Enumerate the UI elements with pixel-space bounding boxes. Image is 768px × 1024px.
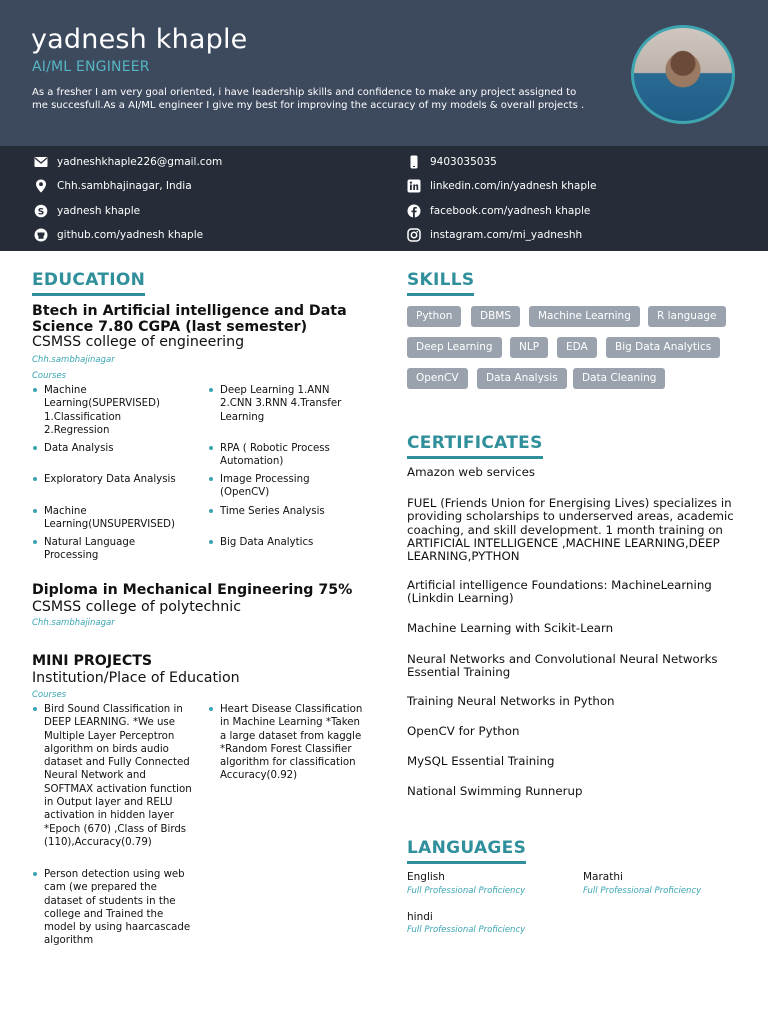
instagram-icon [407, 228, 421, 242]
city-polytechnic: Chh.sambhajinagar [32, 618, 115, 628]
skill-chip: R language [648, 306, 726, 327]
school-engineering: CSMSS college of engineering [32, 334, 245, 350]
list-item: Person detection using web cam (we prepared the dataset of students in the college and Trained the model by using haarcascade algorithm [33, 868, 193, 948]
contact-phone[interactable] [407, 154, 497, 170]
list-item: Image Processing (OpenCV) [209, 473, 354, 500]
profile-photo [631, 25, 735, 124]
projects-subtitle: Institution/Place of Education [32, 670, 240, 686]
github-text: github.com/yadnesh khaple [57, 229, 204, 241]
courses-label-edu: Courses [32, 371, 67, 381]
list-item: Natural Language Processing [33, 536, 178, 563]
language-level: Full Professional Proficiency [407, 925, 526, 935]
certificate-item: Amazon web services [407, 465, 535, 479]
location-text: Chh.sambhajinagar, India [57, 180, 192, 192]
language-name: hindi [407, 911, 433, 923]
phone-icon [407, 155, 421, 169]
list-item: Deep Learning 1.ANN 2.CNN 3.RNN 4.Transfer Learning [209, 384, 354, 424]
contact-email[interactable] [34, 154, 222, 170]
skill-chip: Python [407, 306, 461, 327]
skype-text: yadnesh khaple [57, 205, 141, 217]
certificate-item: OpenCV for Python [407, 724, 520, 738]
contact-skype[interactable] [34, 203, 140, 219]
language-level: Full Professional Proficiency [583, 886, 702, 896]
certificate-item: MySQL Essential Training [407, 754, 555, 768]
skill-chip: NLP [510, 337, 548, 358]
linkedin-text: linkedin.com/in/yadnesh khaple [430, 180, 597, 192]
resume-header [0, 0, 768, 146]
job-title: AI/ML ENGINEER [32, 59, 150, 75]
candidate-name: yadnesh khaple [31, 24, 248, 55]
list-item: Machine Learning(UNSUPERVISED) [33, 505, 178, 532]
list-item: Data Analysis [33, 442, 178, 455]
contact-location [34, 178, 192, 194]
certificate-item: FUEL (Friends Union for Energising Lives) specializes in providing scholarships to underserved areas, academic coaching, and skill development. 1 month training on ARTIFICIAL INTELLIGENCE ,MACHINE LEARNING,DEEP LEARNING,PYTHON [407, 496, 734, 564]
certificate-item: Training Neural Networks in Python [407, 694, 615, 708]
list-item: Heart Disease Classification in Machine Learning *Taken a large dataset from kaggle *Random Forest Classifier algorithm for classification Accuracy(0.92) [209, 703, 364, 783]
svg-text:S: S [37, 207, 45, 218]
education-heading: EDUCATION [32, 270, 145, 296]
skill-chip: OpenCV [407, 368, 468, 389]
phone-text: 9403035035 [430, 156, 497, 168]
contact-bar [0, 146, 768, 251]
facebook-text: facebook.com/yadnesh khaple [430, 205, 591, 217]
profile-summary: As a fresher I am very goal oriented, i have leadership skills and confidence to make any project assigned to me succesfull.As a AI/ML engineer I give my best for improving the accuracy of my models & overall projects . [32, 87, 585, 112]
school-polytechnic: CSMSS college of polytechnic [32, 599, 242, 615]
location-pin-icon [34, 179, 48, 193]
github-icon [34, 228, 48, 242]
list-item: RPA ( Robotic Process Automation) [209, 442, 354, 469]
skype-icon [34, 204, 48, 218]
contact-instagram[interactable] [407, 227, 582, 243]
skill-chip: EDA [557, 337, 597, 358]
certificate-item: Machine Learning with Scikit-Learn [407, 621, 614, 635]
projects-heading: MINI PROJECTS [32, 653, 153, 669]
list-item: Exploratory Data Analysis [33, 473, 178, 486]
facebook-icon [407, 204, 421, 218]
list-item: Bird Sound Classification in DEEP LEARNING. *We use Multiple Layer Perceptron algorithm on birds audio dataset and Fully Connected Neural Network and SOFTMAX activation function in Output layer and RELU activation in hidden layer *Epoch (670) ,Class of Birds (110),Accuracy(0.79) [33, 703, 193, 849]
language-level: Full Professional Proficiency [407, 886, 526, 896]
certificate-item: Neural Networks and Convolutional Neural Networks Essential Training [407, 652, 718, 680]
degree-btech: Btech in Artificial intelligence and Data Science 7.80 CGPA (last semester) [32, 303, 347, 335]
certificate-item: National Swimming Runnerup [407, 784, 583, 798]
courses-label-projects: Courses [32, 690, 67, 700]
skill-chip: Big Data Analytics [606, 337, 720, 358]
skill-chip: Machine Learning [529, 306, 640, 327]
certificate-item: Artificial intelligence Foundations: MachineLearning (Linkdin Learning) [407, 578, 712, 606]
skill-chip: Data Analysis [477, 368, 567, 389]
language-name: Marathi [583, 871, 623, 883]
skill-chip: Deep Learning [407, 337, 502, 358]
skill-chip: Data Cleaning [573, 368, 665, 389]
city-engineering: Chh.sambhajinagar [32, 355, 115, 365]
contact-linkedin[interactable] [407, 178, 596, 194]
language-name: English [407, 871, 445, 883]
list-item: Machine Learning(SUPERVISED) 1.Classification 2.Regression [33, 384, 178, 437]
contact-github[interactable] [34, 227, 203, 243]
languages-heading: LANGUAGES [407, 838, 526, 864]
list-item: Time Series Analysis [209, 505, 354, 518]
skill-chip: DBMS [471, 306, 520, 327]
instagram-text: instagram.com/mi_yadneshh [430, 229, 583, 241]
contact-facebook[interactable] [407, 203, 590, 219]
certificates-heading: CERTIFICATES [407, 433, 543, 459]
skills-heading: SKILLS [407, 270, 474, 296]
linkedin-icon [407, 179, 421, 193]
envelope-icon [34, 155, 48, 169]
email-text: yadneshkhaple226@gmail.com [57, 156, 223, 168]
list-item: Big Data Analytics [209, 536, 354, 549]
degree-diploma: Diploma in Mechanical Engineering 75% [32, 582, 353, 598]
